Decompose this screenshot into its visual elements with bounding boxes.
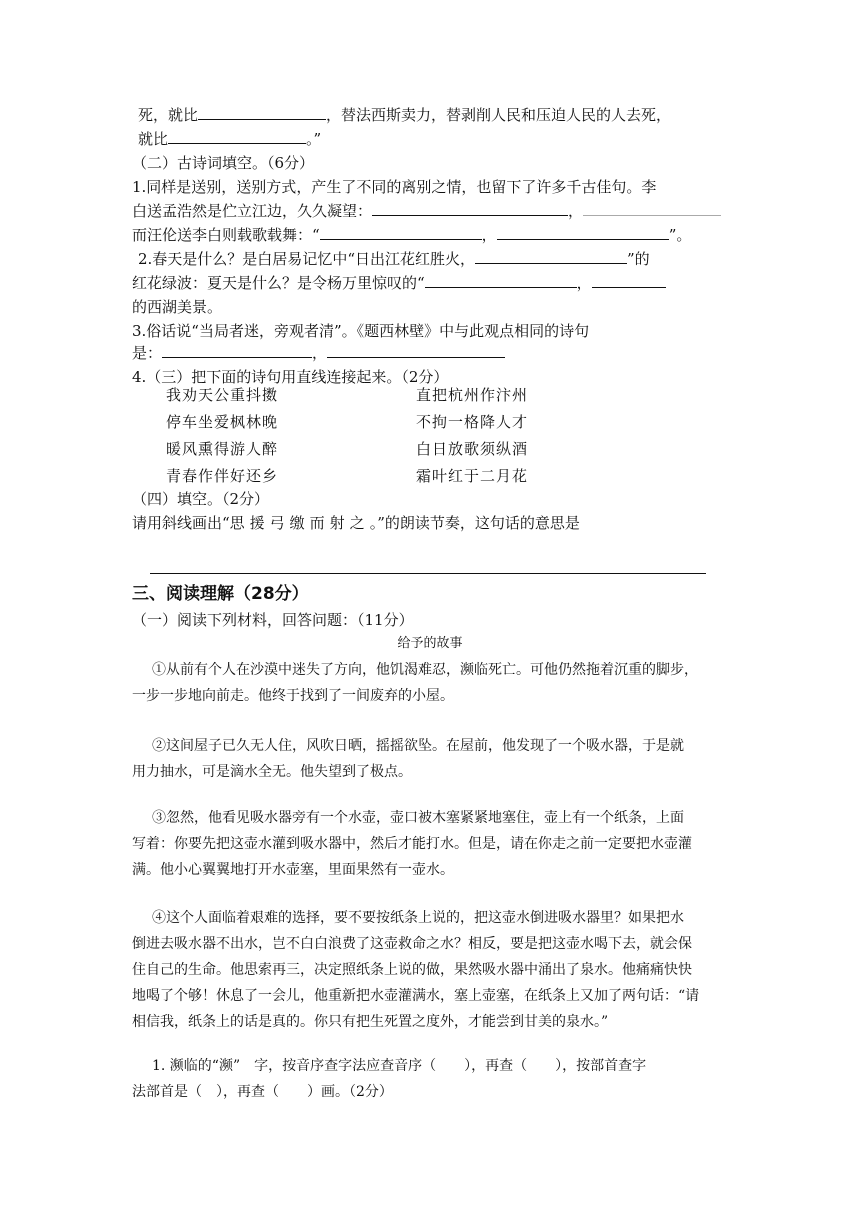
paragraph-4-line: ④这个人面临着艰难的选择，要不要按纸条上说的，把这壶水倒进吸水器里？如果把水	[152, 910, 684, 926]
paragraph-2-line: 用力抽水，可是滴水全无。他失望到了极点。	[132, 764, 412, 780]
poem-fill-heading: （二）古诗词填空。（6分）	[132, 154, 315, 172]
text: 就比	[138, 130, 169, 148]
q2-line-c: 的西湖美景。	[132, 298, 223, 316]
q3-line-a: 3.俗话说“当局者迷，旁观者清”。《题西林壁》中与此观点相同的诗句	[132, 322, 590, 340]
text: 而汪伦送李白则载歌载舞：“	[132, 226, 320, 244]
text: 白送孟浩然是伫立江边，久久凝望：	[132, 202, 373, 220]
matching-left-item[interactable]: 我劝天公重抖擞	[166, 386, 279, 404]
reading-sub-heading: （一）阅读下列材料，回答问题：（11分）	[132, 611, 414, 629]
answer-blank[interactable]	[583, 201, 721, 216]
section-title-reading: 三、阅读理解（28分）	[132, 584, 309, 604]
matching-left-column	[166, 382, 278, 490]
text: 是：	[132, 344, 163, 362]
text: ，	[481, 226, 497, 244]
matching-right-item[interactable]: 直把杭州作汴州	[416, 386, 529, 404]
rhythm-question	[132, 512, 580, 534]
answer-blank[interactable]	[168, 129, 306, 144]
answer-blank[interactable]	[372, 201, 568, 216]
paragraph-4-line: 地喝了个够！休息了一会儿，他重新把水壶灌满水，塞上壶塞，在纸条上又加了两句话：“请	[132, 988, 700, 1004]
matching-right-column	[416, 382, 528, 490]
q3-line-b	[132, 342, 505, 364]
reading-question-1-cont: 法部首是（ ），再查（ ）画。（2分）	[132, 1084, 393, 1100]
text: ”的	[626, 250, 650, 268]
paragraph-4-line: 倒进去吸水器不出水，岂不白白浪费了这壶救命之水？相反，要是把这壶水喝下去，就会保	[132, 936, 692, 952]
paragraph-4-line: 住自己的生命。他思索再三，决定照纸条上说的做，果然吸水器中涌出了泉水。他痛痛快快	[132, 962, 692, 978]
story-title: 给予的故事	[397, 636, 463, 651]
q1-line-b	[132, 200, 721, 222]
line-continuation-2	[138, 128, 321, 150]
q2-line-b	[132, 272, 666, 294]
paragraph-3-line: 写着：你要先把这壶水灌到吸水器中，然后才能打水。但是，请在你走之前一定要把水壶灌	[132, 836, 692, 852]
answer-blank[interactable]	[320, 225, 482, 240]
matching-right-item[interactable]: 白日放歌须纵酒	[416, 440, 529, 458]
text: ，	[576, 274, 592, 292]
paragraph-3-line: ③忽然，他看见吸水器旁有一个水壶，壶口被木塞紧紧地塞住，壶上有一个纸条，上面	[152, 810, 684, 826]
answer-blank[interactable]	[198, 105, 326, 120]
text: 。”的朗读节奏，这句话的意思是	[369, 514, 580, 532]
rhythm-phrase[interactable]: 思援弓缴而射之	[229, 514, 370, 532]
reading-question-1: 1. 濒临的“濒” 字，按音序查字法应查音序（ ），再查（ ），按部首查字	[152, 1058, 647, 1074]
answer-blank[interactable]	[162, 343, 312, 358]
rhythm-heading: （四）填空。（2分）	[132, 490, 270, 508]
matching-heading: 4.（三）把下面的诗句用直线连接起来。（2分）	[132, 368, 449, 386]
answer-blank[interactable]	[425, 273, 577, 288]
q1-line-c	[132, 224, 691, 246]
answer-blank[interactable]	[497, 225, 669, 240]
q1-line-a: 1.同样是送别，送别方式，产生了不同的离别之情，也留下了许多千古佳句。李	[132, 178, 657, 196]
q2-line-a	[138, 248, 650, 270]
text: ，	[568, 202, 584, 220]
paragraph-2-line: ②这间屋子已久无人住，风吹日晒，摇摇欲坠。在屋前，他发现了一个吸水器，于是就	[152, 738, 684, 754]
text: ，	[312, 344, 328, 362]
line-continuation-1	[138, 104, 671, 126]
text: 。”	[306, 130, 322, 148]
paragraph-3-line: 满。他小心翼翼地打开水壶塞，里面果然有一壶水。	[132, 862, 454, 878]
matching-right-item[interactable]: 不拘一格降人才	[416, 413, 529, 431]
text: 2.春天是什么？是白居易记忆中“日出江花红胜火，	[138, 250, 475, 268]
answer-blank[interactable]	[475, 249, 627, 264]
matching-left-item[interactable]: 暖风熏得游人醉	[166, 440, 279, 458]
matching-left-item[interactable]: 青春作伴好还乡	[166, 467, 279, 485]
text: 请用斜线画出“	[132, 514, 230, 532]
text: ”。	[668, 226, 692, 244]
text: 红花绿波：夏天是什么？是令杨万里惊叹的“	[132, 274, 425, 292]
text: 死，就比	[138, 106, 199, 124]
paragraph-1-line: 一步一步地向前走。他终于找到了一间废弃的小屋。	[132, 688, 454, 704]
answer-line[interactable]	[150, 573, 706, 574]
matching-left-item[interactable]: 停车坐爱枫林晚	[166, 413, 279, 431]
answer-blank[interactable]	[327, 343, 505, 358]
matching-right-item[interactable]: 霜叶红于二月花	[416, 467, 529, 485]
answer-blank[interactable]	[592, 273, 666, 288]
paragraph-4-line: 相信我，纸条上的话是真的。你只有把生死置之度外，才能尝到甘美的泉水。”	[132, 1014, 609, 1030]
paragraph-1-line: ①从前有个人在沙漠中迷失了方向，他饥渴难忍，濒临死亡。可他仍然拖着沉重的脚步，	[152, 662, 698, 678]
text: ，替法西斯卖力，替剥削人民和压迫人民的人去死，	[326, 106, 672, 124]
